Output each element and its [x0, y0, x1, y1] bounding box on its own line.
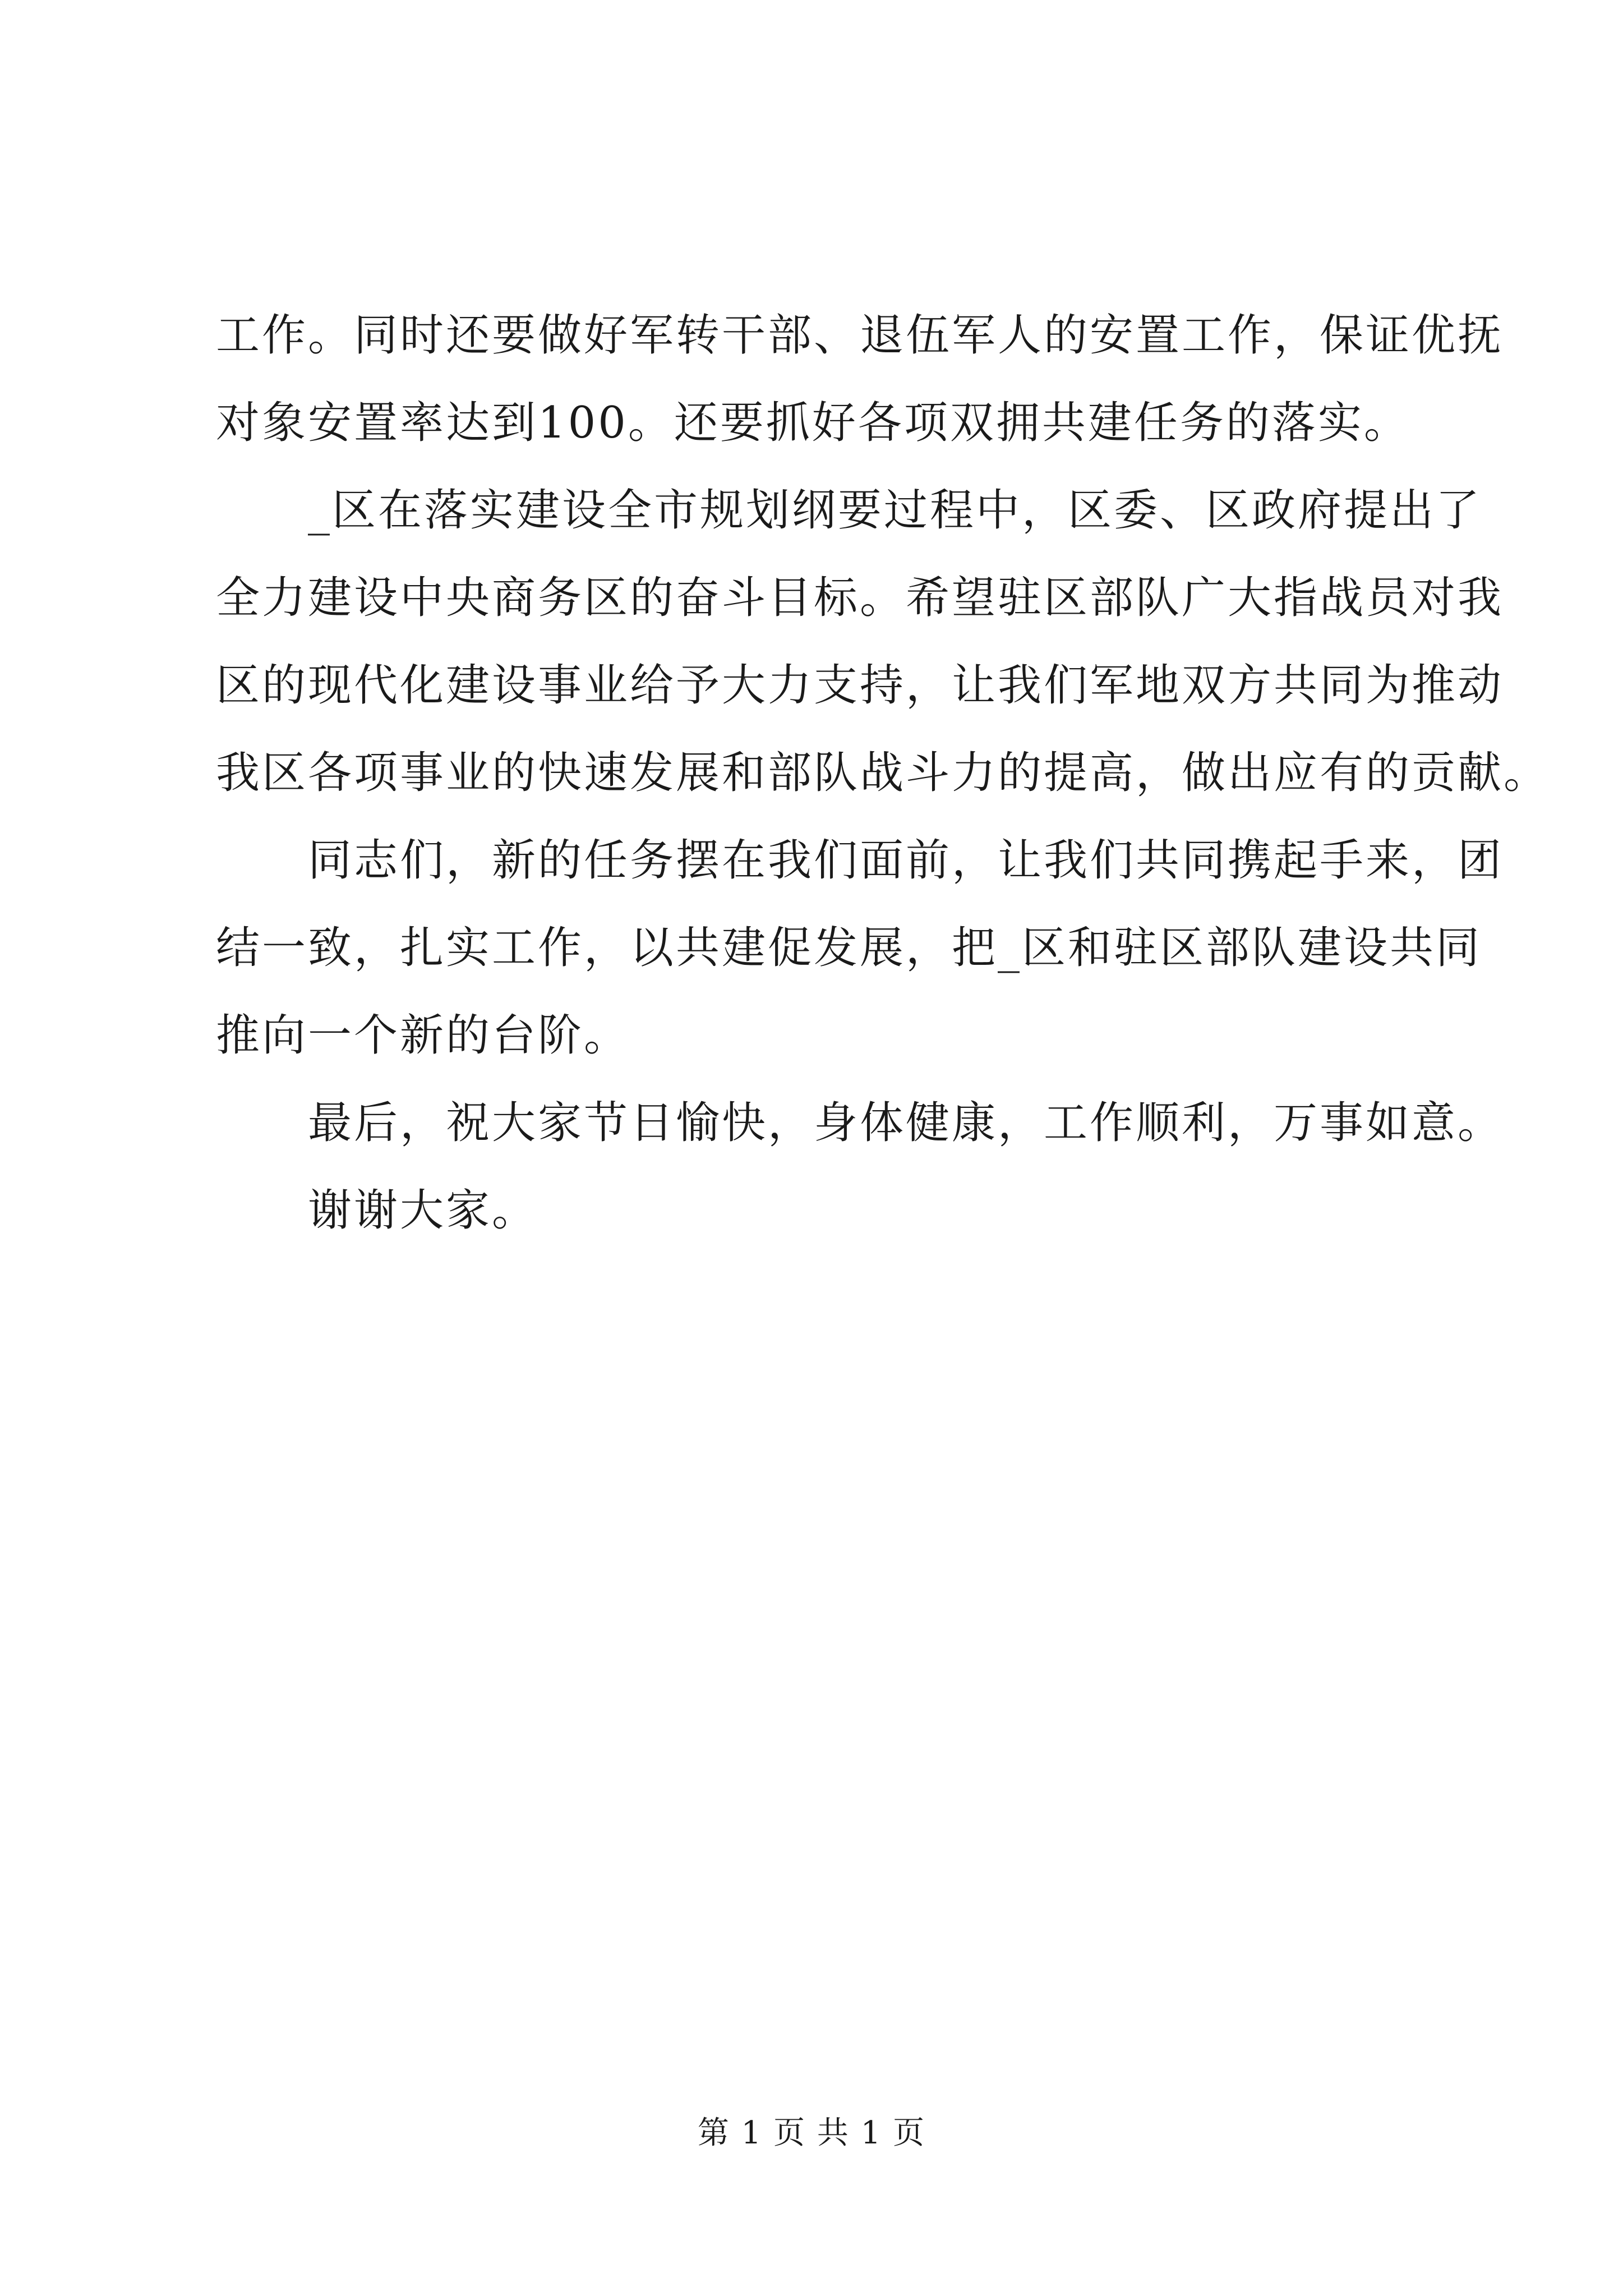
- body-line: 工作。同时还要做好军转干部、退伍军人的安置工作，保证优抚: [216, 310, 1504, 361]
- body-line: 区的现代化建设事业给予大力支持，让我们军地双方共同为推动: [216, 660, 1504, 711]
- page-number-footer: 第 1 页 共 1 页: [697, 2115, 926, 2151]
- body-line: 同志们，新的任务摆在我们面前，让我们共同携起手来，团: [216, 835, 1504, 886]
- body-line: 最后，祝大家节日愉快，身体健康，工作顺利，万事如意。: [216, 1098, 1504, 1148]
- body-line: 全力建设中央商务区的奋斗目标。希望驻区部队广大指战员对我: [216, 573, 1504, 623]
- body-line: 我区各项事业的快速发展和部队战斗力的提高，做出应有的贡献。: [216, 748, 1550, 798]
- body-line: 对象安置率达到100。还要抓好各项双拥共建任务的落实。: [216, 398, 1410, 448]
- document-body: [216, 292, 1550, 1254]
- body-line: 推向一个新的台阶。: [216, 1010, 630, 1061]
- body-line: _区在落实建设全市规划纲要过程中，区委、区政府提出了: [216, 485, 1482, 536]
- body-line: 结一致，扎实工作，以共建促发展，把_区和驻区部队建设共同: [216, 923, 1482, 973]
- body-line: 谢谢大家。: [216, 1185, 538, 1236]
